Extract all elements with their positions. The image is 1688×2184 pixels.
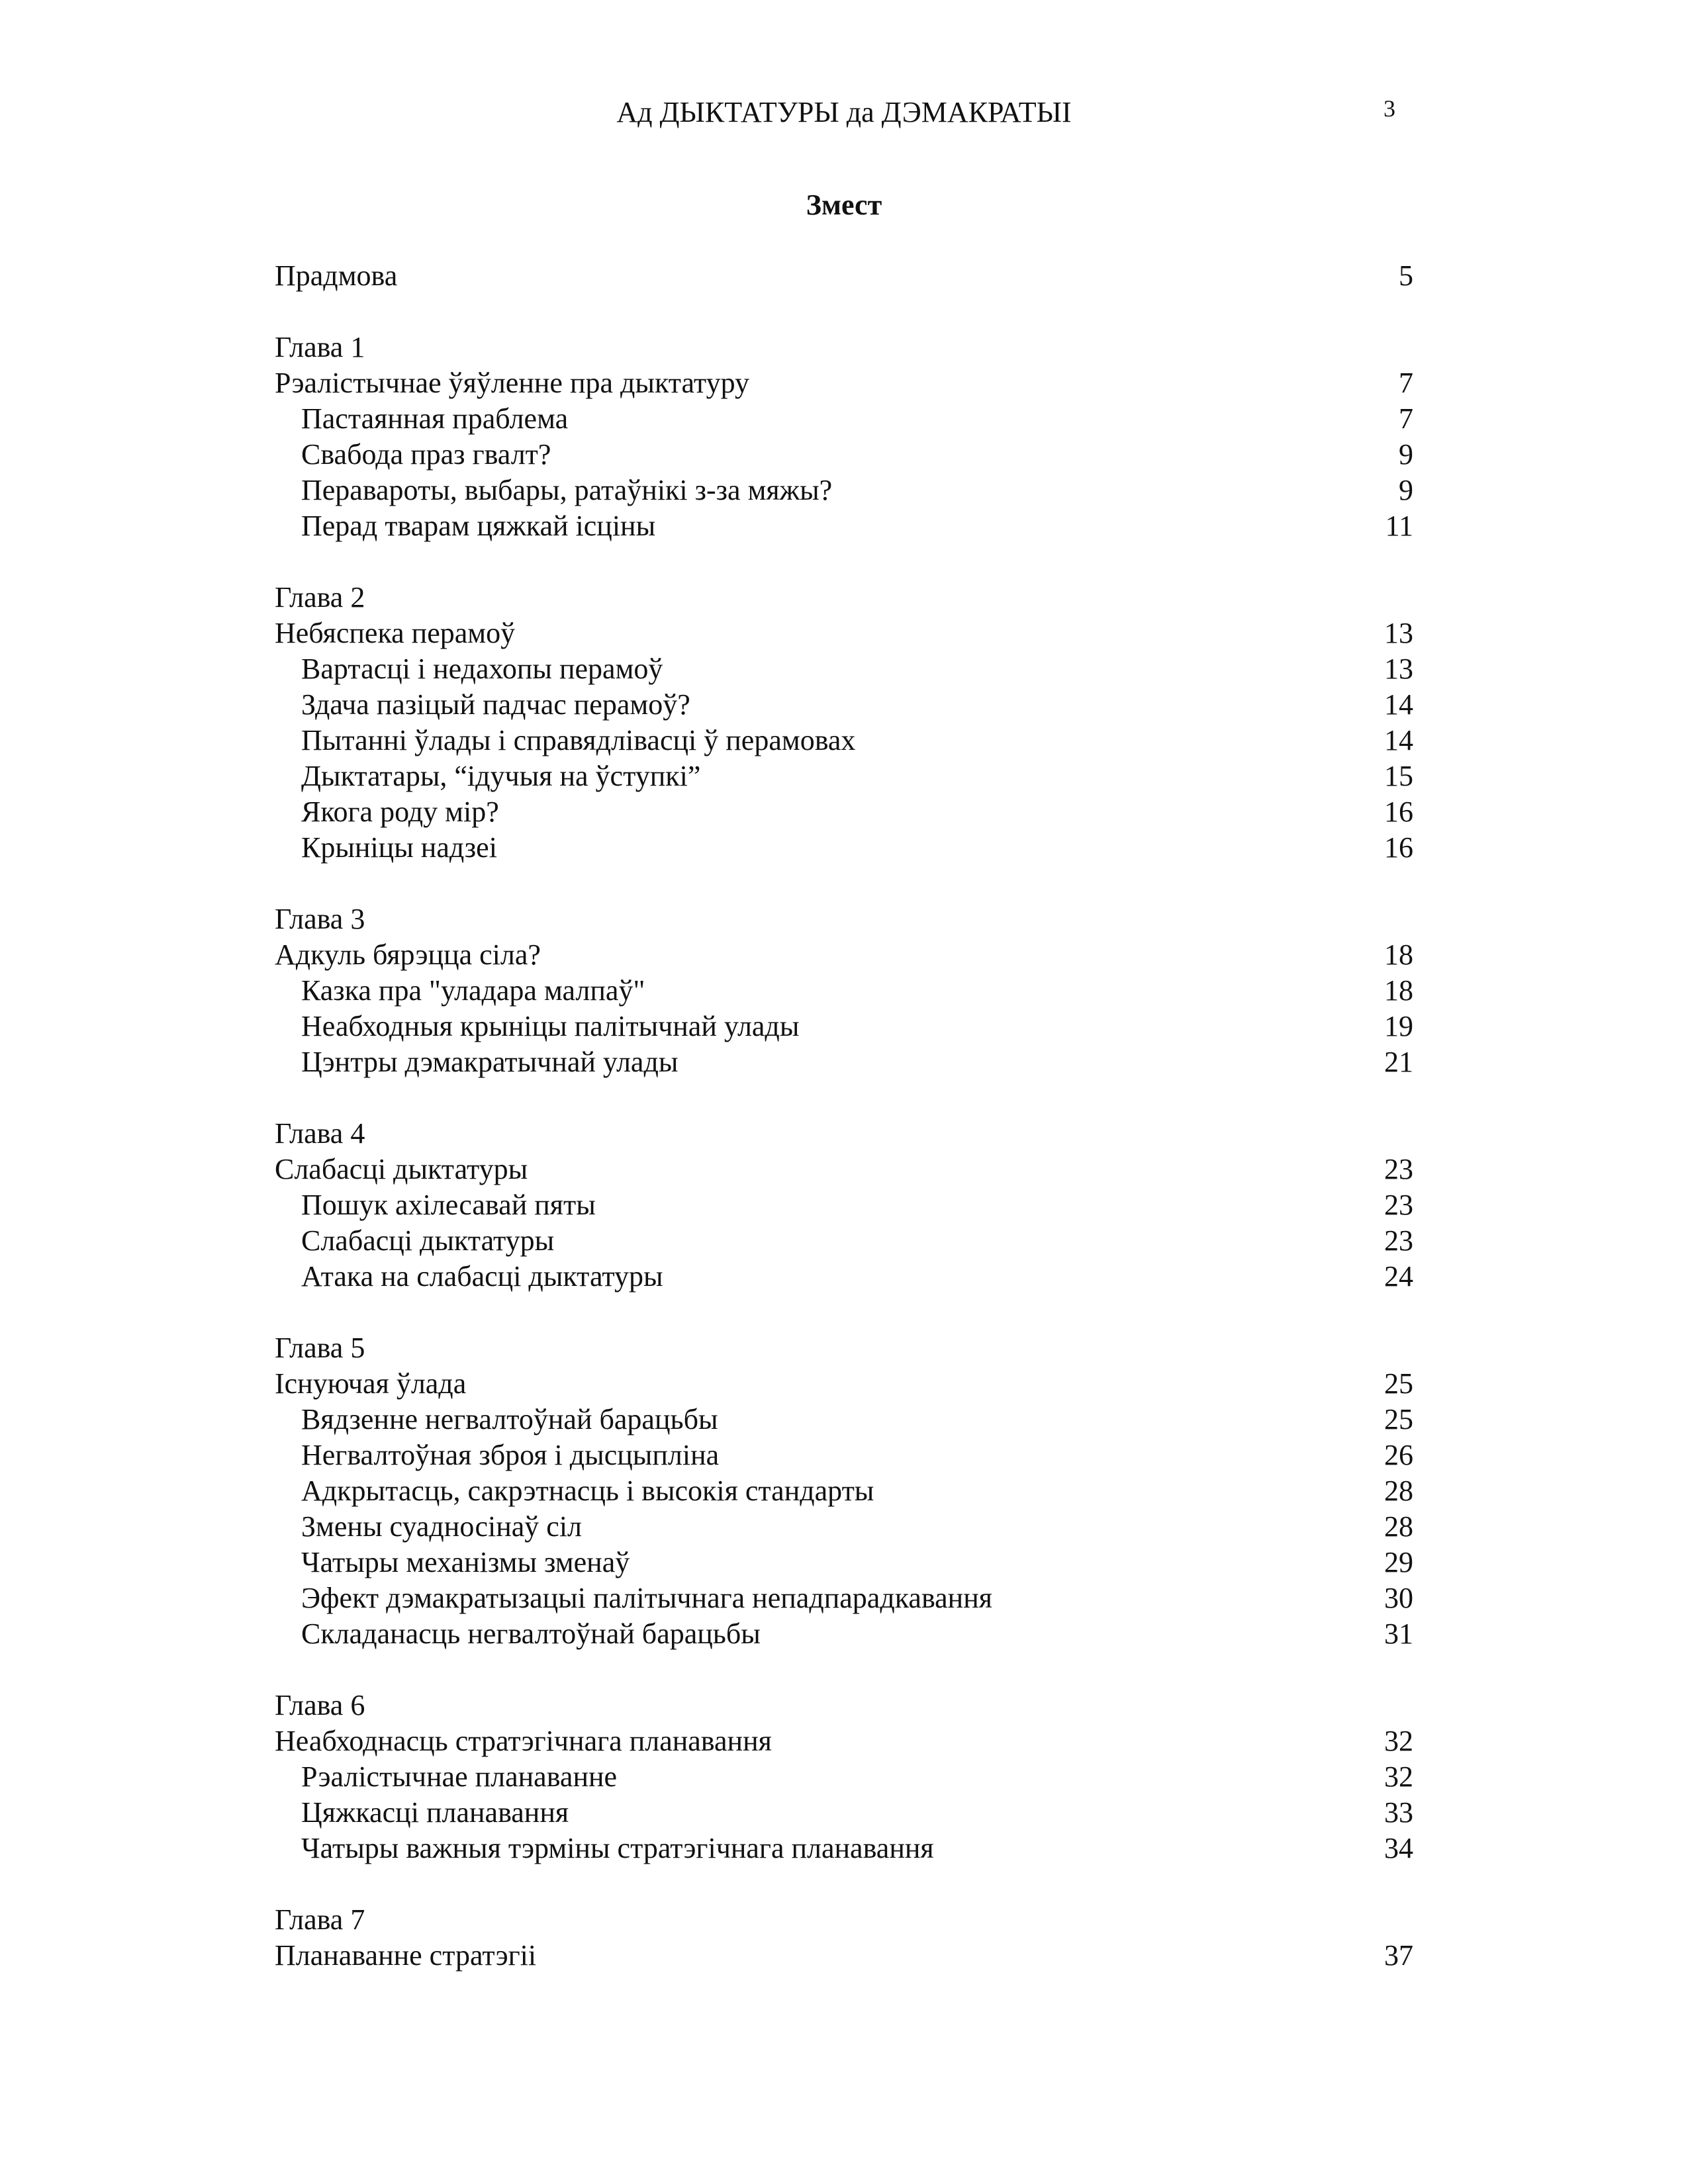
entry-title: Прадмова (275, 259, 398, 292)
toc-entry[interactable] (275, 365, 1413, 401)
toc-entry[interactable] (275, 615, 1413, 651)
entry-title: Чатыры важныя тэрміны стратэгічнага планавання (301, 1832, 934, 1864)
toc-entry[interactable] (275, 1938, 1413, 1974)
toc-entry[interactable] (275, 1366, 1413, 1402)
entry-title: Казка пра "уладара малпаў" (301, 974, 645, 1007)
entry-title: Рэалістычнае планаванне (301, 1760, 618, 1793)
entry-page-number: 18 (1384, 974, 1413, 1007)
entry-title: Пошук ахілесавай пяты (301, 1189, 596, 1221)
chapter-label: Глава 1 (275, 331, 365, 363)
entry-title: Чатыры механізмы зменаў (301, 1546, 630, 1578)
entry-page-number: 13 (1384, 653, 1413, 685)
toc-subentry[interactable] (275, 1473, 1413, 1509)
entry-title: Слабасці дыктатуры (275, 1153, 528, 1185)
toc-subentry[interactable] (275, 687, 1413, 723)
entry-page-number: 30 (1384, 1582, 1413, 1614)
toc-subentry[interactable] (275, 1402, 1413, 1437)
entry-title: Слабасці дыктатуры (301, 1224, 555, 1257)
entry-title: Небяспека перамоў (275, 617, 516, 649)
toc-subentry[interactable] (275, 973, 1413, 1009)
entry-title: Дыктатары, “ідучыя на ўступкі” (301, 760, 701, 792)
entry-title: Негвалтоўная зброя і дысцыпліна (301, 1439, 720, 1471)
toc-section (275, 1116, 1413, 1295)
table-of-contents (275, 258, 1413, 2009)
entry-page-number: 7 (1399, 367, 1413, 399)
toc-subentry[interactable] (275, 1616, 1413, 1652)
entry-title: Вядзенне негвалтоўнай барацьбы (301, 1403, 718, 1435)
entry-page-number: 28 (1384, 1475, 1413, 1507)
entry-page-number: 13 (1384, 617, 1413, 649)
entry-title: Пастаянная праблема (301, 402, 569, 435)
entry-page-number: 25 (1384, 1367, 1413, 1400)
entry-page-number: 21 (1384, 1046, 1413, 1078)
entry-title: Цэнтры дэмакратычнай улады (301, 1046, 679, 1078)
entry-page-number: 14 (1384, 724, 1413, 756)
chapter-label: Глава 5 (275, 1332, 365, 1364)
toc-subentry[interactable] (275, 723, 1413, 758)
entry-title: Свабода праз гвалт? (301, 438, 551, 471)
entry-title: Існуючая ўлада (275, 1367, 467, 1400)
entry-page-number: 28 (1384, 1510, 1413, 1543)
chapter-label: Глава 4 (275, 1117, 365, 1150)
entry-page-number: 31 (1384, 1617, 1413, 1650)
toc-section (275, 330, 1413, 544)
toc-entry[interactable] (275, 258, 1413, 294)
toc-entry[interactable] (275, 937, 1413, 973)
toc-subentry[interactable] (275, 1187, 1413, 1223)
toc-subentry[interactable] (275, 401, 1413, 437)
toc-subentry[interactable] (275, 651, 1413, 687)
entry-title: Якога роду мір? (301, 796, 499, 828)
entry-title: Крыніцы надзеі (301, 831, 497, 864)
entry-page-number: 9 (1399, 438, 1413, 471)
chapter-label: Глава 2 (275, 581, 365, 614)
entry-page-number: 16 (1384, 796, 1413, 828)
toc-subentry[interactable] (275, 1223, 1413, 1259)
toc-subentry[interactable] (275, 1437, 1413, 1473)
toc-subentry[interactable] (275, 830, 1413, 866)
entry-page-number: 29 (1384, 1546, 1413, 1578)
entry-page-number: 14 (1384, 688, 1413, 721)
chapter-label: Глава 7 (275, 1903, 365, 1936)
toc-section (275, 1688, 1413, 1866)
toc-subentry[interactable] (275, 1580, 1413, 1616)
chapter-label: Глава 3 (275, 903, 365, 935)
toc-subentry[interactable] (275, 437, 1413, 473)
entry-page-number: 26 (1384, 1439, 1413, 1471)
entry-title: Складанасць негвалтоўнай барацьбы (301, 1617, 761, 1650)
entry-page-number: 23 (1384, 1189, 1413, 1221)
entry-page-number: 34 (1384, 1832, 1413, 1864)
entry-title: Перад тварам цяжкай ісціны (301, 510, 656, 542)
toc-subentry[interactable] (275, 1545, 1413, 1580)
entry-page-number: 32 (1384, 1725, 1413, 1757)
entry-title: Планаванне стратэгіі (275, 1939, 537, 1972)
entry-page-number: 5 (1399, 259, 1413, 292)
toc-entry[interactable] (275, 1152, 1413, 1187)
entry-page-number: 32 (1384, 1760, 1413, 1793)
entry-page-number: 37 (1384, 1939, 1413, 1972)
toc-subentry[interactable] (275, 1009, 1413, 1044)
entry-title: Цяжкасці планавання (301, 1796, 569, 1829)
page-number: 3 (1383, 95, 1395, 122)
running-title: Ад ДЫКТАТУРЫ да ДЭМАКРАТЫІ (616, 96, 1072, 128)
toc-subentry[interactable] (275, 1509, 1413, 1545)
entry-page-number: 33 (1384, 1796, 1413, 1829)
entry-page-number: 11 (1385, 510, 1413, 542)
entry-title: Эфект дэмакратызацыі палітычнага непадпарадкавання (301, 1582, 993, 1614)
page-header (0, 93, 1688, 132)
toc-section (275, 580, 1413, 866)
toc-subentry[interactable] (275, 508, 1413, 544)
toc-entry[interactable] (275, 1723, 1413, 1759)
entry-page-number: 23 (1384, 1224, 1413, 1257)
entry-page-number: 25 (1384, 1403, 1413, 1435)
entry-title: Неабходнасць стратэгічнага планавання (275, 1725, 772, 1757)
entry-page-number: 19 (1384, 1010, 1413, 1042)
entry-title: Вартасці і недахопы перамоў (301, 653, 663, 685)
entry-title: Здача пазіцый падчас перамоў? (301, 688, 690, 721)
entry-page-number: 9 (1399, 474, 1413, 506)
toc-subentry[interactable] (275, 1795, 1413, 1831)
entry-title: Пытанні ўлады і справядлівасці ў перамовах (301, 724, 856, 756)
entry-title: Перавароты, выбары, ратаўнікі з-за мяжы? (301, 474, 833, 506)
entry-page-number: 16 (1384, 831, 1413, 864)
toc-subentry[interactable] (275, 473, 1413, 508)
entry-title: Рэалістычнае ўяўленне пра дыктатуру (275, 367, 749, 399)
toc-subentry[interactable] (275, 758, 1413, 794)
toc-section (275, 1330, 1413, 1652)
chapter-label: Глава 6 (275, 1689, 365, 1721)
toc-section (275, 1902, 1413, 1974)
entry-page-number: 23 (1384, 1153, 1413, 1185)
toc-subentry[interactable] (275, 1259, 1413, 1295)
entry-page-number: 18 (1384, 938, 1413, 971)
entry-title: Змены суадносінаў сіл (301, 1510, 582, 1543)
entry-page-number: 7 (1399, 402, 1413, 435)
entry-title: Адкуль бярэцца сіла? (275, 938, 541, 971)
entry-page-number: 24 (1384, 1260, 1413, 1293)
toc-subentry[interactable] (275, 1044, 1413, 1080)
entry-title: Неабходныя крыніцы палітычнай улады (301, 1010, 800, 1042)
toc-section (275, 901, 1413, 1080)
entry-page-number: 15 (1384, 760, 1413, 792)
toc-subentry[interactable] (275, 1831, 1413, 1866)
toc-title: Змест (806, 189, 882, 221)
entry-title: Атака на слабасці дыктатуры (301, 1260, 663, 1293)
entry-title: Адкрытасць, сакрэтнасць і высокія стандарты (301, 1475, 874, 1507)
toc-subentry[interactable] (275, 794, 1413, 830)
toc-section (275, 258, 1413, 294)
toc-subentry[interactable] (275, 1759, 1413, 1795)
